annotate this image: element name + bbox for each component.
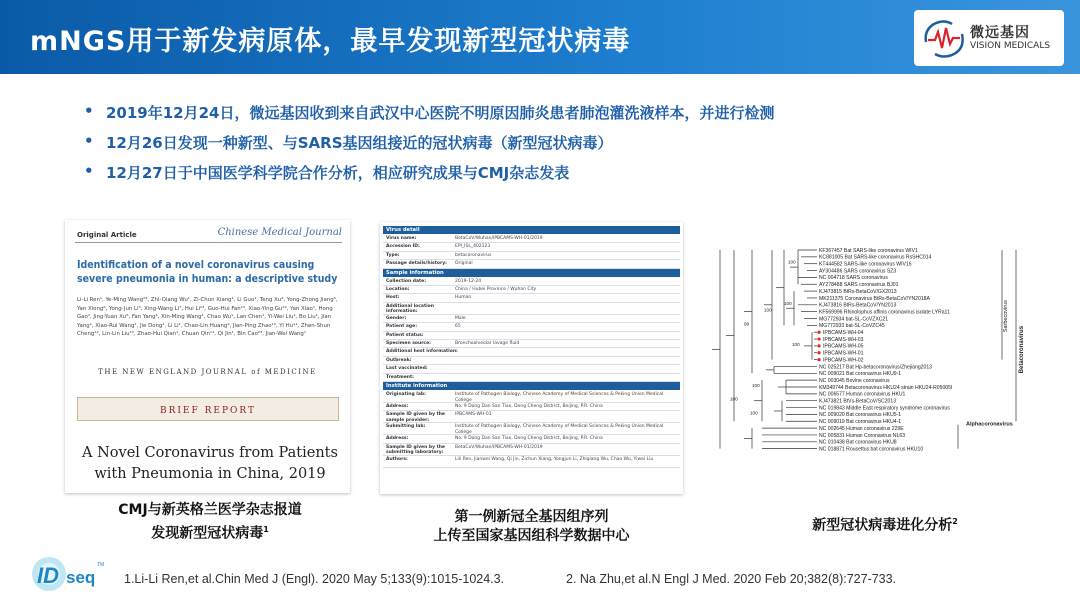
journal-name: Chinese Medical Journal [217,227,342,238]
caption-line: 发现新型冠状病毒$^1$ [151,525,269,542]
idseq-logo [29,550,109,596]
sample-marker-icon [817,351,820,354]
bullet-text: 12月26日发现一种新型、与SARS基因组接近的冠状病毒（新型冠状病毒） [106,134,613,152]
bootstrap-value: 100 [750,410,758,416]
bootstrap-value: 100 [784,300,792,306]
title-bar [0,0,1080,74]
tree-leaf-label: AY304486 SARS coronavirus SZ3 [819,268,897,275]
tree-leaf-label: NC 006577 Human coronavirus HKU1 [819,391,906,398]
record-key: Authors: [386,456,408,462]
record-key: Additional location information: [386,303,434,315]
record-row [383,286,680,294]
record-row [383,374,680,382]
record-value: BetaCoV/Wuhan/IPBCAMS-WH-01/2019 [455,236,543,241]
heartbeat-logo-icon [922,16,966,60]
record-row [383,315,680,323]
record-row [383,332,680,340]
bootstrap-value: 100 [792,341,800,347]
bullet-dot-icon: • [84,132,94,150]
tree-leaf-label: IPBCAMS-WH-02 [823,357,864,364]
bullet-dot-icon: • [84,162,94,180]
record-value: No. 9 Dong Dan San Tiao, Dong Cheng District, Beijing, P.R. China [455,404,603,409]
record-key: Host: [386,295,400,301]
record-section-header: Sample information [383,269,680,277]
record-value: Original [455,261,473,267]
logo-text-cn: 微远基因 [970,25,1030,41]
sample-marker-icon [817,344,820,347]
clade-label-betacoronavirus: Betacoronavirus [1019,325,1025,374]
caption-right [790,512,980,536]
record-key: Accession ID: [386,244,420,250]
logo-tm-text: TM [97,562,105,568]
record-row [383,303,680,315]
tree-leaf-label: IPBCAMS-WH-01 [823,350,864,357]
reference-2: 2. Na Zhu,et al.N Engl J Med. 2020 Feb 20;382(8):727-733. [566,572,897,586]
record-key: Location: [386,287,410,292]
record-row [383,391,680,403]
bullet-item [84,102,775,123]
tree-leaf-label: AY278488 SARS coronavirus BJ01 [819,282,899,289]
record-row [383,243,680,251]
record-value: Lili Ren, Jianwei Wang, Qi Jin, Zichun Xiang, Yongjun Li, Zhiqiang Wu, Chao Wu, Yiwei Liu [455,456,654,462]
record-row [383,278,680,286]
clade-label-alphacoronavirus: Alphacoronavirus [966,421,1013,428]
record-value: China / Hubei Province / Wuhan City [455,287,537,292]
article-title: Identification of a novel coronavirus causing severe pneumonia in human: a descriptive study [77,259,338,285]
record-key: Address: [386,404,409,409]
footnote-mark: 1 [263,525,269,534]
tree-leaf-label: NC 019843 Middle East respiratory syndrome coronavirus [819,405,950,412]
bootstrap-value: 100 [788,259,796,265]
phylogenetic-tree-image [712,242,1028,474]
genome-record-image [380,222,683,494]
tree-leaf-label: NC 005831 Human Coronavirus NL63 [819,432,906,439]
tree-leaf-label: MK211375 Coronavirus BtRs-BetaCoV/YN2018A [819,295,930,302]
nejm-masthead: THE NEW ENGLAND JOURNAL of MEDICINE [98,368,317,376]
tree-leaf-label: NC 009020 Bat coronavirus HKU5-1 [819,412,902,419]
bootstrap-value: 100 [764,307,772,313]
caption-left [80,501,340,544]
tree-leaf-label: KF569996 Rhinolophus affinis coronavirus isolate LYRa11 [819,309,950,316]
record-value: Institute of Pathogen Biology, Chinese Academy of Medical Sciences & Peking Union Medical College [455,424,664,435]
logo-text-en: VISION MEDICALS [970,41,1051,51]
record-key: Address: [386,436,409,442]
footnote-mark: 2 [952,517,958,526]
record-row [383,403,680,411]
record-value: Male [455,315,466,321]
tree-leaf-label: IPBCAMS-WH-05 [823,343,864,350]
record-key: Patient age: [386,324,417,330]
bullet-text: 2019年12月24日，微远基因收到来自武汉中心医院不明原因肺炎患者肺泡灌洗液样本，并进行检测 [106,104,775,122]
bullet-list [84,102,775,192]
record-key: Submitting lab: [386,424,426,430]
sample-marker-icon [817,331,820,334]
tree-leaf-label: KC881005 Bat SARS-like coronavirus RsSHC014 [819,254,932,261]
bullet-item [84,162,775,183]
record-row [383,348,680,356]
record-key: Gender: [386,315,407,321]
record-key: Patient status: [386,332,424,338]
record-row [383,340,680,348]
record-value: EPI_ISL_402123 [455,244,491,250]
record-key: Type: [386,252,400,258]
record-key: Treatment: [386,374,414,380]
record-row [383,323,680,331]
record-value: No. 9 Dong Dan San Tiao, Dong Cheng District, Beijing, P.R. China [455,436,603,442]
record-key: Collection date: [386,278,427,284]
article-image [65,220,350,493]
sample-marker-icon [817,358,820,361]
tree-leaf-label: NC 018871 Rousettus bat coronavirus HKU10 [819,446,924,453]
record-key: Specimen source: [386,341,431,346]
record-key: Sample ID given by the submitting laboratory: [386,444,445,456]
bootstrap-value: 100 [752,383,760,388]
logo-seq-text: seq [66,568,96,587]
tree-leaf-label: IPBCAMS-WH-03 [823,336,864,343]
record-value: betacoronavirus [455,252,492,258]
tree-leaf-label: NC 025217 Bat Hp-betacoronavirus/Zhejiang2013 [819,364,932,371]
record-key: Virus name: [386,236,417,241]
record-row [383,260,680,268]
record-key: Originating lab: [386,392,426,397]
slide-title: mNGS用于新发病原体，最早发现新型冠状病毒 [30,26,631,57]
sample-marker-icon [817,337,820,340]
tree-leaf-label: KJ473821 BtVs-BetaCoV/SC2013 [819,398,897,405]
tree-leaf-label: NC 010438 Bat coronavirus HKU8 [819,439,897,446]
bootstrap-value: 99 [744,321,750,327]
bullet-dot-icon: • [84,102,94,120]
record-key: Sample ID given by the sample provider: [386,412,445,423]
tree-leaf-label: NC 002645 Human coronavirus 229E [819,425,904,432]
record-section-header: Institute information [383,382,680,390]
tree-svg [712,242,1028,474]
bullet-text: 12月27日于中国医学科学院合作分析，相应研究成果与CMJ杂志发表 [106,164,570,182]
caption-middle [400,508,663,546]
reference-1: 1.Li-Li Ren,et al.Chin Med J (Engl). 2020 May 5;133(9):1015-1024.3. [124,572,505,586]
record-row [383,294,680,302]
caption-line: CMJ与新英格兰医学杂志报道 [118,502,302,518]
tree-leaf-label: MG772933 bat-SL-CoVZC45 [819,323,885,330]
record-row [383,423,680,435]
record-row [383,435,680,443]
caption-line: 上传至国家基因组科学数据中心 [433,528,630,544]
record-key: Passage details/history: [386,261,447,267]
tree-leaf-label: NC 009021 Bat coronavirus HKU9-1 [819,371,902,378]
record-value: 2019-12-24 [455,278,482,284]
record-row [383,357,680,365]
record-row [383,444,680,456]
clade-label-sarbecovirus: Sarbecovirus [1003,300,1009,333]
tree-leaf-label: KF367457 Bat SARS-like coronavirus WIV1 [819,247,918,254]
bullet-item [84,132,775,153]
record-value: Human [455,295,472,301]
record-value: BetaCoV/Wuhan/IPBCAMS-WH-01/2019 [455,444,543,450]
record-row [383,365,680,373]
bootstrap-value: 100 [730,396,738,402]
record-value: 65 [455,324,461,330]
record-section-header: Virus detail [383,226,680,234]
record-row [383,252,680,260]
tree-leaf-label: KJ473815 BtRs-BetaCoV/GX2013 [819,288,897,295]
nejm-article-title: A Novel Coronavirus from Patients with Pneumonia in China, 2019 [82,445,338,482]
tree-leaf-label: KT444582 SARS-like coronavirus WIV16 [819,261,912,268]
article-authors: Li-Li Ren¹, Ye-Ming Wang²³, Zhi-Qiang Wu¹, Zi-Chun Xiang¹, Li Guo¹, Teng Xu⁴, Yong-Zhong Jiang⁵, Yan Xiong⁶, Yong-Jun Li⁵, Xing-Wang Li⁷, Hui Li²³, Guo-Hui Fan²³, Xiao-Ying Gu²³, Yan Xiao¹, Hong Gao⁴, Jing-Yuan Xu⁸, Fan Yang¹, Xin-Ming Wang¹, Chao Wu¹, Lan Chen¹, Yi-Wei Liu¹, Bo Liu¹, Jian Yang¹, Xiao-Rui Wang¹, Jie Dong¹, Li Li¹, Chao-Lin Huang⁹, Jian-Ping Zhao¹⁰, Yi Hu¹¹, Zhen-Shun Cheng¹², Lin-Lin Liu¹³, Zhao-Hui Qian¹, Chuan Qin¹⁴, Qi Jin¹, Bin Cao²³, Jian-Wei Wang¹ [77,297,338,338]
article-type-label: Original Article [77,231,137,239]
tree-leaf-label: NC 009019 Bat coronavirus HKU4-1 [819,419,902,426]
tree-leaf-label: MG772934 bat-SL-CoVZXC21 [819,316,889,323]
record-key: Outbreak: [386,357,412,363]
record-value: Institute of Pathogen Biology, Chinese Academy of Medical Sciences & Peking Union Medical College [455,392,664,403]
caption-line: 第一例新冠全基因组序列 [454,509,609,525]
record-row [383,456,680,468]
caption-line: 新型冠状病毒进化分析 [812,517,953,534]
record-value: Bronchoalveolar lavage fluid [455,341,520,346]
company-logo [914,10,1064,66]
record-row [383,235,680,243]
tree-leaf-label: NC 003045 Bovine coronavirus [819,377,890,384]
tree-leaf-label: KM349744 Betacoronavirus HKU24 strain HKU24-R05005I [819,384,953,391]
tree-leaf-label: KJ473816 BtRs-BetaCoV/YN2013 [819,302,897,309]
record-key: Last vaccinated: [386,366,428,372]
brief-report-label: BRIEF REPORT [159,406,257,416]
record-row [383,411,680,423]
divider [75,242,342,243]
tree-leaf-label: IPBCAMS-WH-04 [823,330,864,336]
record-value: IPBCAMS-WH-01 [455,412,492,418]
tree-leaf-label: NC 004718 SARS coronavirus [819,275,888,282]
logo-id-text: ID [37,563,59,588]
brief-report-banner [77,397,339,421]
record-key: Additional host information: [386,349,458,355]
